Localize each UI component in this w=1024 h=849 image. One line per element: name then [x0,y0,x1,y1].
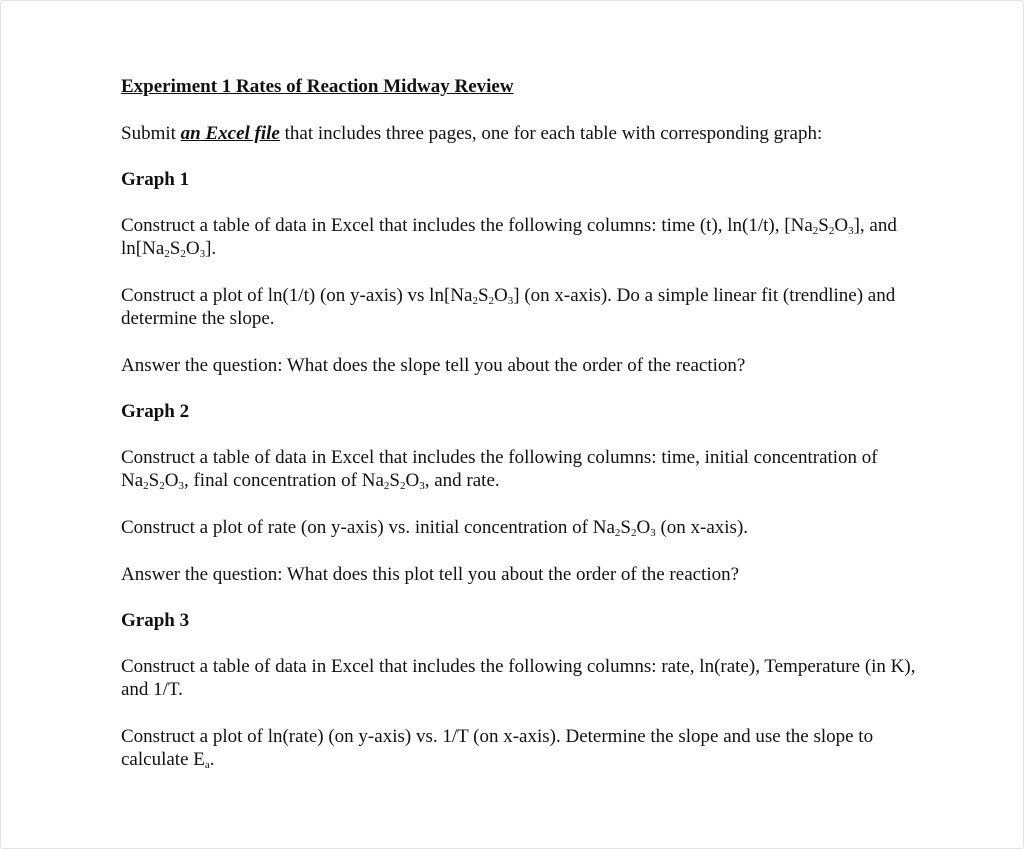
graph-1-heading: Graph 1 [121,169,190,190]
excel-file-emphasis: an Excel file [180,123,280,144]
chemical-formula: $Na_2S_2O_3$ [450,285,514,307]
graph-2-question: Answer the question: What does this plot tell you about the order of the reaction? [121,564,740,585]
intro-paragraph [121,122,921,145]
graph-3-heading: Graph 3 [121,610,190,631]
graph-2-plot-instruction: Construct a plot of rate (on y-axis) vs. initial concentration of $Na_2S_2O_3$ (on x-axis). [121,517,749,539]
intro-text-after: that includes three pages, one for each table with corresponding graph: [279,123,823,144]
document-title: Experiment 1 Rates of Reaction Midway Review [121,76,514,97]
graph-3-plot-instruction: Construct a plot of ln(rate) (on y-axis) vs. 1/T (on x-axis). Determine the slope and use the slope to calculate $E_a$. [121,726,874,771]
graph-2-heading: Graph 2 [121,401,190,422]
chemical-formula: $Na_2S_2O_3$ [121,470,184,492]
graph-2-table-instruction: Construct a table of data in Excel that includes the following columns: time, initial concentration of $Na_2S_2O_3$, final concentration of $Na_2S_2O_3$, and rate. [121,447,878,492]
graph-1-plot-instruction: Construct a plot of ln(1/t) (on y-axis) vs $\ln[Na_2S_2O_3]$ (on x-axis). Do a simple linear fit (trendline) and determine the slope. [121,285,896,329]
chemical-formula: $Na_2S_2O_3$ [592,517,656,539]
graph-3-table-instruction: Construct a table of data in Excel that includes the following columns: rate, ln(rate), Temperature (in K), and 1/T. [121,656,916,700]
document-body [121,75,921,795]
chemical-formula: $Na_2S_2O_3$ [361,470,425,492]
intro-text-before: Submit [121,123,181,144]
chemical-formula: $Na_2S_2O_3$ [142,238,206,260]
activation-energy-subscript: a [204,759,210,771]
chemical-formula: $Na_2S_2O_3$ [790,215,854,237]
graph-1-table-instruction: Construct a table of data in Excel that includes the following columns: time (t), ln(1/t), $[Na_2S_2O_3]$, and $\ln[Na_2S_2O_3]$. [121,215,897,260]
graph-1-question: Answer the question: What does the slope tell you about the order of the reaction? [121,355,746,376]
